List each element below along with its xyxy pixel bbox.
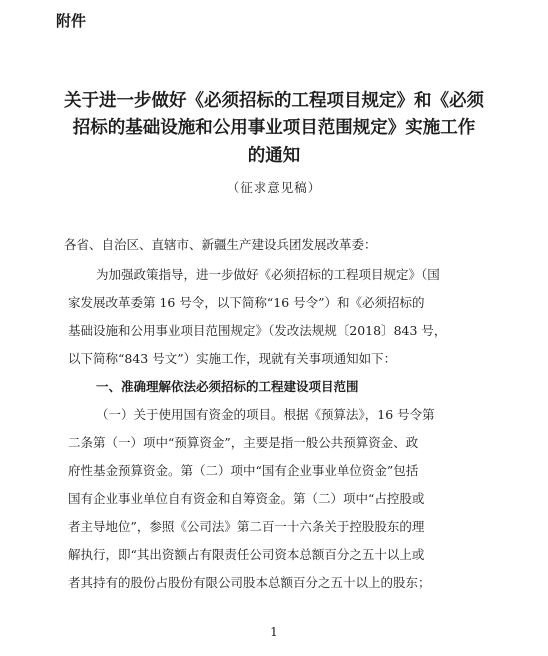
section-heading: 一、准确理解依法必须招标的工程建设项目范围 — [96, 379, 359, 394]
paragraph-line-4: 国有企业事业单位自有资金和自筹资金。第（二）项中“占控股或 — [68, 491, 425, 506]
salutation: 各省、自治区、直辖市、新疆生产建设兵团发展改革委： — [64, 237, 377, 252]
title-line-3: 的通知 — [247, 146, 301, 166]
title-line-1: 关于进一步做好《必须招标的工程项目规定》和《必须 — [64, 91, 484, 111]
paragraph-line-1: （一）关于使用国有资金的项目。根据《预算法》，16 号令第 — [96, 407, 435, 422]
paragraph-line-3: 府性基金预算资金。第（二）项中“国有企业事业单位资金”包括 — [68, 463, 419, 478]
paragraph-line-6: 解执行，即“其出资额占有限责任公司资本总额百分之五十以上或 — [68, 547, 425, 562]
intro-line-2: 家发展改革委第 16 号令，以下简称“16 号令”）和《必须招标的 — [68, 295, 425, 310]
draft-subtitle: （征求意见稿） — [226, 180, 322, 195]
paragraph-line-5: 者主导地位”，参照《公司法》第二百一十六条关于控股股东的理 — [68, 519, 425, 534]
page-number: 1 — [270, 625, 278, 639]
intro-line-4: 以下简称“843 号文”）实施工作，现就有关事项通知如下： — [68, 351, 397, 366]
paragraph-line-7: 者其持有的股份占股份有限公司股本总额百分之五十以上的股东； — [68, 575, 431, 590]
title-line-2: 招标的基础设施和公用事业项目范围规定》实施工作 — [72, 118, 476, 138]
attachment-label: 附件 — [56, 12, 87, 30]
intro-line-1: 为加强政策指导，进一步做好《必须招标的工程项目规定》（国 — [96, 267, 440, 282]
paragraph-line-2: 二条第（一）项中“预算资金”，主要是指一般公共预算资金、政 — [68, 435, 419, 450]
intro-line-3: 基础设施和公用事业项目范围规定》（发改法规规〔2018〕843 号， — [68, 323, 447, 338]
